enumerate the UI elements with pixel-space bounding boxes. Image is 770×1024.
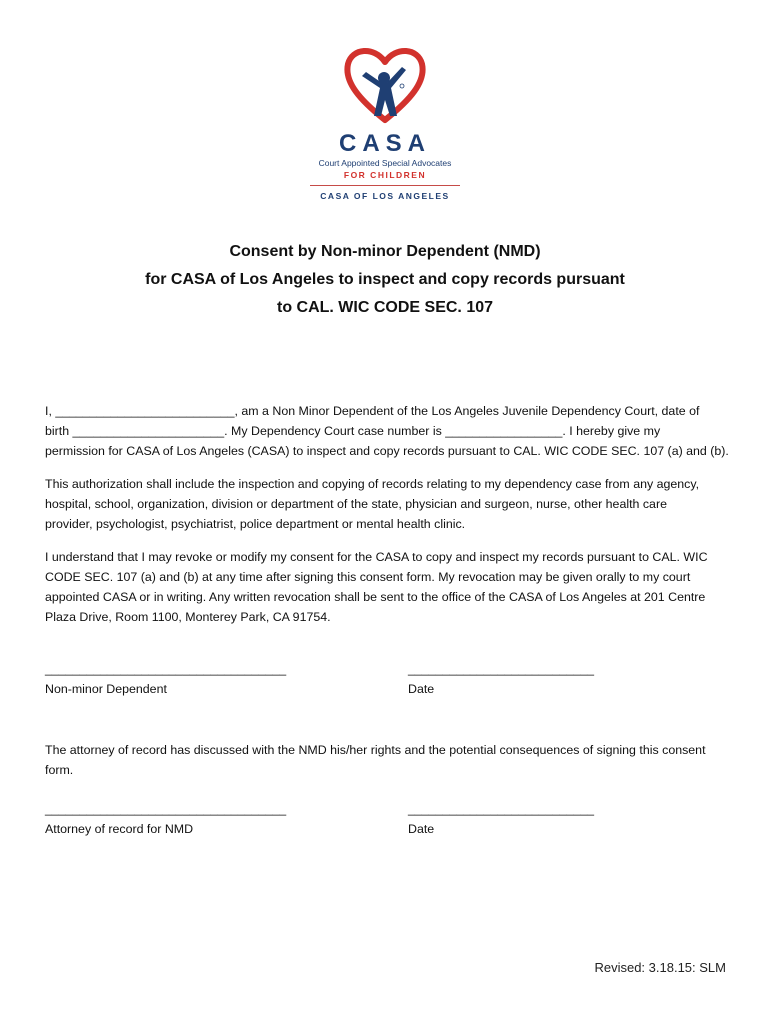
title-line: Consent by Non-minor Dependent (NMD) <box>229 243 541 260</box>
nmd-signature-label: Non-minor Dependent <box>45 682 167 696</box>
text-line: hospital, school, organization, division or department of the state, physician and surgeon, nurse, other health care <box>45 497 667 511</box>
consent-paragraph <box>45 401 735 461</box>
attorney-date-line[interactable]: ___________________________ <box>408 802 595 816</box>
document-title <box>60 238 710 322</box>
attorney-note <box>45 740 735 780</box>
heart-child-icon <box>340 40 430 130</box>
casa-logo <box>300 40 470 205</box>
text-line: CODE SEC. 107 (a) and (b) at any time after signing this consent form. My revocation may be given orally to my court <box>45 570 691 584</box>
text-line: provider, psychologist, psychiatrist, police department or mental health clinic. <box>45 517 466 531</box>
nmd-date-label: Date <box>408 682 435 696</box>
attorney-date-label: Date <box>408 822 435 836</box>
text-line: appointed CASA or in writing. Any written revocation shall be sent to the office of the CASA of Los Angeles at 201 Centre <box>45 590 706 604</box>
text-line: The attorney of record has discussed with the NMD his/her rights and the potential consequences of signing this consent <box>45 743 706 757</box>
revision-note: Revised: 3.18.15: SLM <box>594 960 726 975</box>
nmd-signature-line[interactable]: ___________________________________ <box>45 662 287 676</box>
text-line: permission for CASA of Los Angeles (CASA) to inspect and copy records pursuant to CAL. WIC CODE SEC. 107 (a) and (b). <box>45 444 729 458</box>
text-line: form. <box>45 763 74 777</box>
text-line: birth ______________________. My Dependency Court case number is _________________. I hereby give my <box>45 424 661 438</box>
nmd-date-line[interactable]: ___________________________ <box>408 662 595 676</box>
logo-subtitle: Court Appointed Special Advocates <box>318 158 452 168</box>
text-line: Plaza Drive, Room 1100, Monterey Park, CA 91754. <box>45 610 331 624</box>
attorney-signature-line[interactable]: ___________________________________ <box>45 802 287 816</box>
text-line: I, __________________________, am a Non Minor Dependent of the Los Angeles Juvenile Dependency Court, date of <box>45 404 700 418</box>
attorney-signature-label: Attorney of record for NMD <box>45 822 194 836</box>
logo-chapter: CASA OF LOS ANGELES <box>320 191 450 201</box>
title-line: to CAL. WIC CODE SEC. 107 <box>276 299 494 316</box>
authorization-paragraph <box>45 474 735 534</box>
title-line: for CASA of Los Angeles to inspect and copy records pursuant <box>145 271 625 288</box>
text-line: I understand that I may revoke or modify my consent for the CASA to copy and inspect my records pursuant to CAL. WIC <box>45 550 708 564</box>
text-line: This authorization shall include the inspection and copying of records relating to my dependency case from any agency, <box>45 477 700 491</box>
logo-divider <box>310 185 460 186</box>
logo-tagline: FOR CHILDREN <box>343 170 427 180</box>
revocation-paragraph <box>45 547 735 627</box>
logo-wordmark: CASA <box>338 130 431 157</box>
